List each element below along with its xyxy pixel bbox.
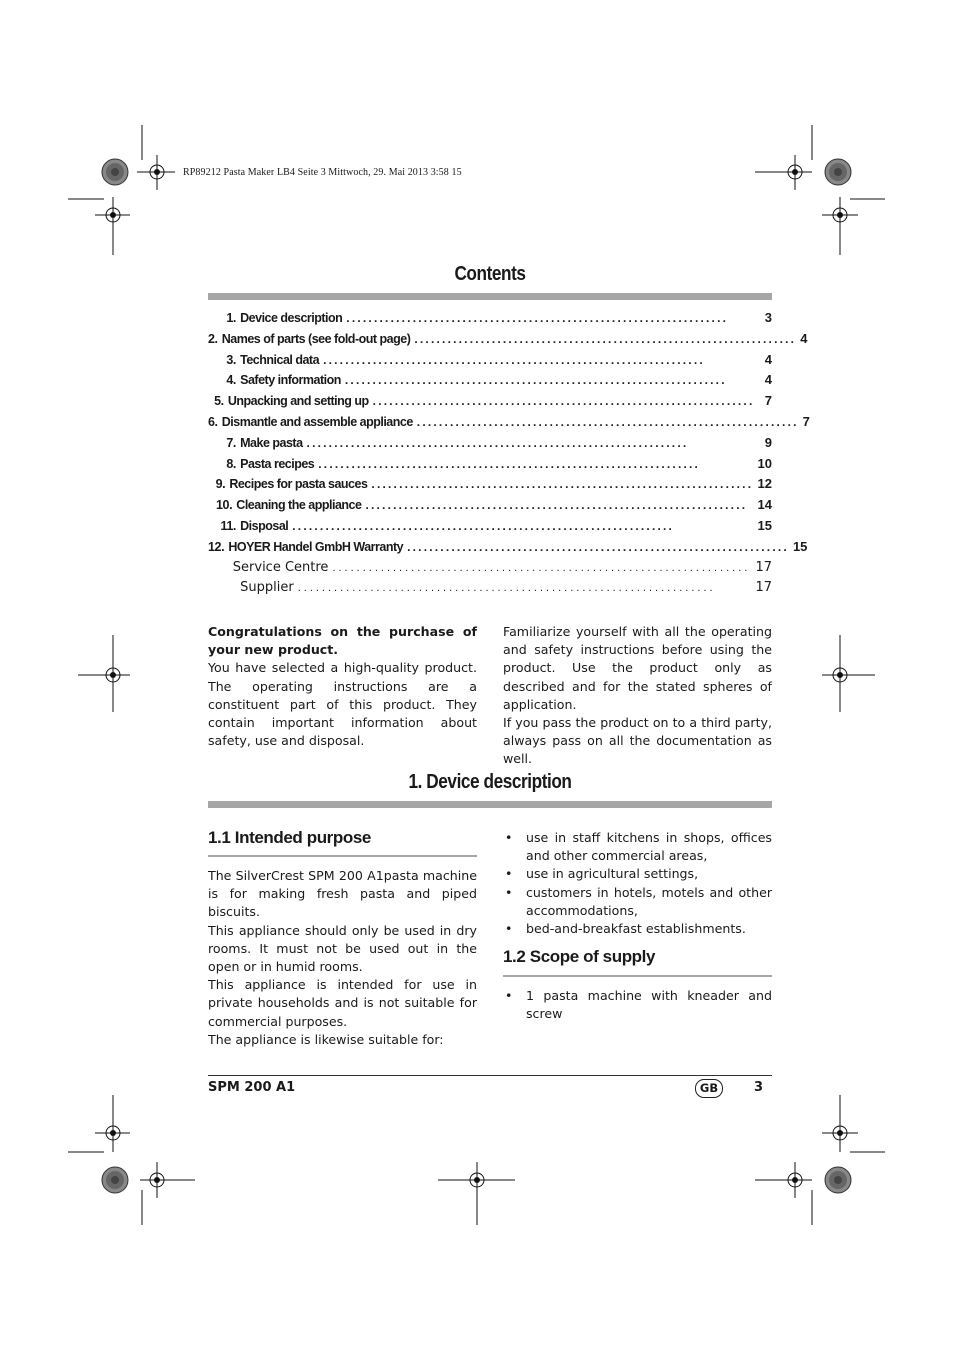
- toc-num: 9.: [215, 477, 226, 492]
- toc-title: Make pasta: [240, 435, 303, 450]
- scope-list: [503, 987, 772, 1023]
- toc-num: 3.: [226, 352, 236, 367]
- toc-title: Disposal: [240, 518, 289, 533]
- scope-heading: 1.2 Scope of supply: [503, 947, 656, 967]
- toc-entry[interactable]: [208, 476, 772, 497]
- toc-num: 12.: [208, 539, 225, 554]
- toc-title: Unpacking and setting up: [227, 394, 369, 409]
- toc-leader: .....................................................................: [318, 456, 701, 471]
- intro-left-text: You have selected a high-quality product. The operating instructions are a constituent part of this product. They contain important information about safety, use and disposal.: [208, 660, 477, 749]
- toc-num: 6.: [208, 414, 218, 429]
- toc-num: 11.: [220, 518, 236, 533]
- toc-title: Safety information: [240, 373, 341, 388]
- intended-p2: This appliance should only be used in dry rooms. It must not be used out in the open or in humid rooms.: [208, 922, 477, 975]
- intended-p3: This appliance is intended for use in private households and is not suitable for commercial purposes.: [208, 977, 477, 1029]
- toc-title: Cleaning the appliance: [236, 498, 362, 513]
- toc-leader: .....................................................................: [407, 539, 789, 554]
- contents-title: Contents: [454, 263, 526, 285]
- toc-page: 15: [792, 538, 808, 554]
- heading-rule: [503, 975, 772, 977]
- toc-page: 9: [764, 434, 772, 450]
- page-number: 3: [754, 1080, 764, 1095]
- toc-leader: .....................................................................: [372, 394, 755, 409]
- language-badge: GB: [695, 1079, 723, 1098]
- right-column: [503, 829, 772, 1024]
- toc-title: Supplier: [240, 580, 294, 596]
- toc-leader: .....................................................................: [332, 561, 751, 574]
- toc-entry[interactable]: [208, 560, 772, 581]
- toc-leader: .....................................................................: [371, 477, 754, 492]
- toc-page: 4: [764, 351, 772, 367]
- toc-title: Technical data: [240, 352, 320, 367]
- toc-page: 3: [764, 310, 772, 325]
- toc-num: 4.: [226, 373, 236, 388]
- section-title: 1. Device description: [408, 771, 572, 793]
- toc-title: Names of parts (see fold-out page): [221, 331, 411, 346]
- toc-entry[interactable]: [208, 518, 772, 539]
- toc-entry[interactable]: [208, 330, 808, 352]
- toc-title: Dismantle and assemble appliance: [221, 414, 413, 429]
- toc-page: 10: [757, 455, 772, 471]
- toc-leader: .....................................................................: [365, 498, 748, 513]
- toc-title: Recipes for pasta sauces: [229, 477, 368, 492]
- intro-left-column: [208, 623, 477, 750]
- toc-page: 17: [755, 559, 772, 575]
- print-slug: RP89212 Pasta Maker LB4 Seite 3 Mittwoch, 29. Mai 2013 3:58 15: [183, 167, 462, 178]
- toc-entry[interactable]: [208, 310, 772, 331]
- model-number: SPM 200 A1: [208, 1080, 296, 1095]
- toc-num: 10.: [215, 498, 233, 513]
- toc-num: 8.: [226, 456, 236, 471]
- toc-leader: .....................................................................: [292, 518, 675, 533]
- toc-page: 12: [757, 476, 772, 492]
- intended-purpose-column: [208, 829, 477, 1049]
- toc-leader: .....................................................................: [323, 352, 705, 367]
- intro-right-column: [503, 623, 772, 769]
- list-item: • use in agricultural settings,: [503, 865, 772, 883]
- intro-heading: Congratulations on the purchase of your new product.: [208, 624, 477, 658]
- toc-page: 7: [802, 413, 810, 429]
- toc-num: 7.: [226, 435, 236, 450]
- toc-entry[interactable]: [208, 393, 772, 414]
- section-rule: [208, 801, 772, 808]
- list-item: • bed-and-breakfast establishments.: [503, 920, 772, 938]
- intro-right-p1: Familiarize yourself with all the operating and safety instructions before using the product. Use the product only as described and for the stated spheres of application.: [503, 624, 772, 712]
- toc-entry[interactable]: [208, 497, 772, 518]
- toc-page: 7: [764, 393, 772, 409]
- toc-page: 17: [755, 580, 772, 596]
- toc-num: 5.: [214, 394, 224, 409]
- toc-entry[interactable]: [208, 580, 772, 601]
- toc-num: 1.: [226, 311, 236, 325]
- list-item: • use in staff kitchens in shops, offices and other commercial areas,: [503, 829, 772, 865]
- table-of-contents: [208, 310, 810, 601]
- list-item: • customers in hotels, motels and other accommodations,: [503, 884, 772, 920]
- intended-p4: The appliance is likewise suitable for:: [208, 1031, 444, 1047]
- toc-leader: .....................................................................: [306, 435, 689, 450]
- toc-title: Pasta recipes: [240, 456, 315, 471]
- toc-leader: .....................................................................: [346, 311, 729, 325]
- list-item: • 1 pasta machine with kneader and screw: [503, 987, 772, 1023]
- toc-leader: .....................................................................: [344, 373, 727, 388]
- footer-rule: [208, 1075, 772, 1076]
- toc-title: HOYER Handel GmbH Warranty: [228, 539, 404, 554]
- toc-title: Device description: [240, 311, 343, 325]
- toc-page: 4: [764, 372, 772, 388]
- intended-p1: The SilverCrest SPM 200 A1pasta machine is for making fresh pasta and piped biscuits.: [208, 868, 477, 920]
- suitable-list: [503, 829, 772, 938]
- intended-purpose-heading: 1.1 Intended purpose: [208, 828, 371, 847]
- toc-entry[interactable]: [208, 413, 810, 435]
- toc-page: 14: [757, 497, 772, 513]
- toc-page: 4: [800, 330, 808, 346]
- toc-num: 2.: [208, 331, 218, 346]
- toc-entry[interactable]: [208, 456, 772, 477]
- toc-entry[interactable]: [208, 538, 808, 560]
- intro-right-p2: If you pass the product on to a third party, always pass on all the documentation as well.: [503, 715, 772, 767]
- toc-leader: .....................................................................: [414, 331, 797, 346]
- toc-entry[interactable]: [208, 352, 772, 373]
- toc-title: Service Centre: [232, 559, 329, 575]
- toc-entry[interactable]: [208, 372, 772, 393]
- contents-rule: [208, 293, 772, 300]
- toc-leader: .....................................................................: [297, 582, 716, 595]
- heading-rule: [208, 855, 477, 857]
- toc-entry[interactable]: [208, 435, 772, 456]
- toc-leader: .....................................................................: [416, 414, 799, 429]
- toc-page: 15: [757, 517, 772, 533]
